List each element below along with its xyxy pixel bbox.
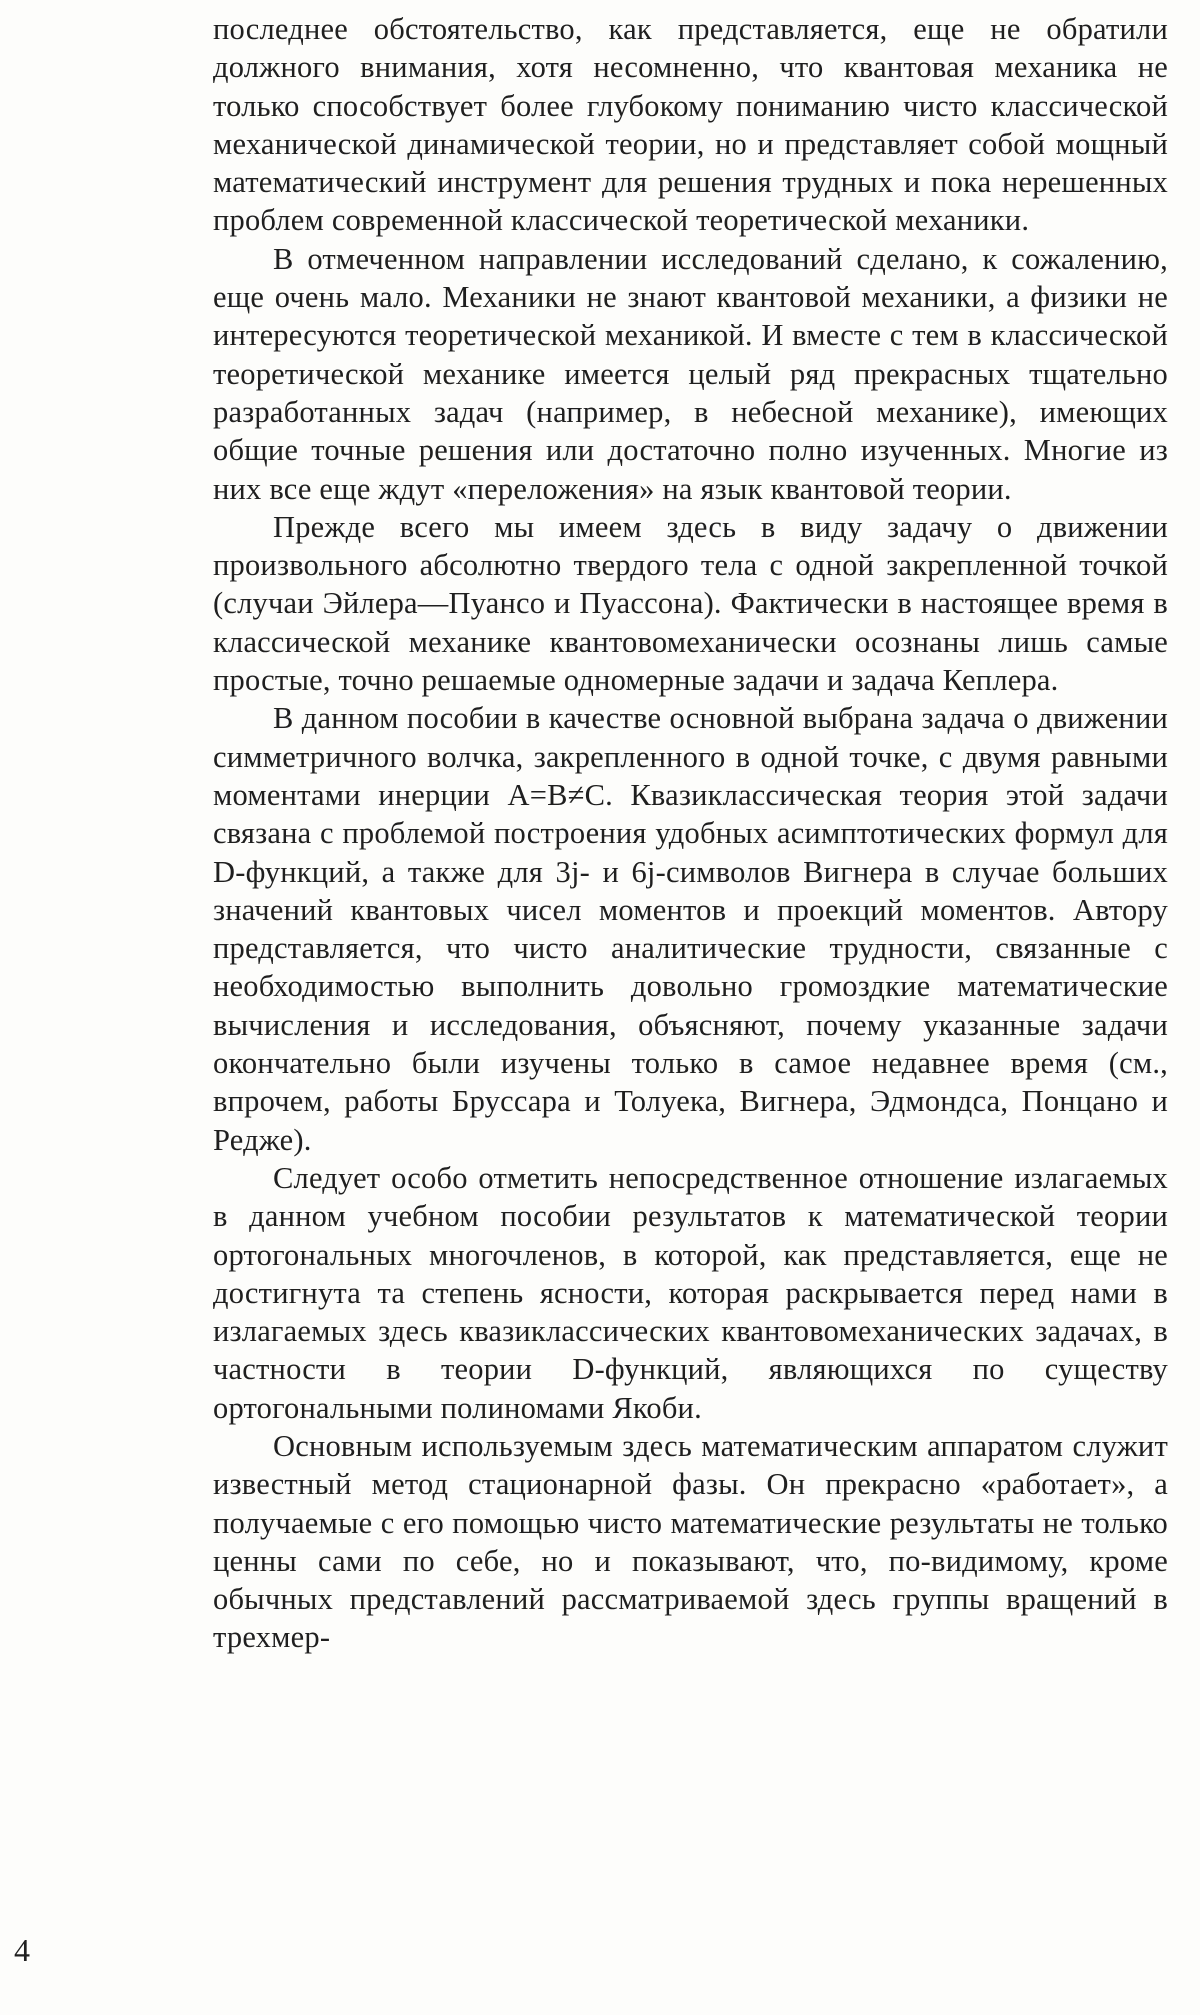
paragraph: Следует особо отметить непосредственное отношение излагаемых в данном учебном пособии результатов к математической теории ортогональных многочленов, в которой, как представляется, еще не достигнута та степень ясности, которая раскрывается перед нами в излагаемых здесь квазиклассических квантовомеханических задачах, в частности в теории D-функций, являющихся по существу ортогональными полиномами Якоби. [213, 1160, 1168, 1425]
paragraph-continued: последнее обстоятельство, как представляется, еще не обратили должного внимания, хотя несомненно, что квантовая механика не только способствует более глубокому пониманию чисто классической механической динамической теории, но и представляет собой мощный математический инструмент для решения трудных и пока нерешенных проблем современной классической теоретической механики. [213, 12, 1168, 238]
paragraph: Прежде всего мы имеем здесь в виду задачу о движении произвольного абсолютно твердого тела с одной закрепленной точкой (случаи Эйлера—Пуансо и Пуассона). Фактически в настоящее время в классической механике квантовомеханически осознаны лишь самые простые, точно решаемые одномерные задачи и задача Кеплера. [213, 509, 1168, 698]
page-number: 4 [14, 1932, 30, 1968]
body-text [213, 10, 1168, 1657]
paragraph: В данном пособии в качестве основной выбрана задача о движении симметричного волчка, закрепленного в одной точке, с двумя равными моментами инерции A=B≠C. Квазиклассическая теория этой задачи связана с проблемой построения удобных асимптотических формул для D-функций, а также для 3j- и 6j-символов Вигнера в случае больших значений квантовых чисел моментов и проекций моментов. Автору представляется, что чисто аналитические трудности, связанные с необходимостью выполнить довольно громоздкие математические вычисления и исследования, объясняют, почему указанные задачи окончательно были изучены только в самое недавнее время (см., впрочем, работы Бруссара и Толуека, Вигнера, Эдмондса, Понцано и Редже). [213, 701, 1168, 1157]
paragraph: Основным используемым здесь математическим аппаратом служит известный метод стационарной фазы. Он прекрасно «работает», а получаемые с его помощью чисто математические результаты не только ценны сами по себе, но и показывают, что, по-видимому, кроме обычных представлений рассматриваемой здесь группы вращений в трехмер- [213, 1428, 1168, 1655]
paragraph: В отмеченном направлении исследований сделано, к сожалению, еще очень мало. Механики не знают квантовой механики, а физики не интересуются теоретической механикой. И вместе с тем в классической теоретической механике имеется целый ряд прекрасных тщательно разработанных задач (например, в небесной механике), имеющих общие точные решения или достаточно полно изученных. Многие из них все еще ждут «переложения» на язык квантовой теории. [213, 241, 1168, 506]
